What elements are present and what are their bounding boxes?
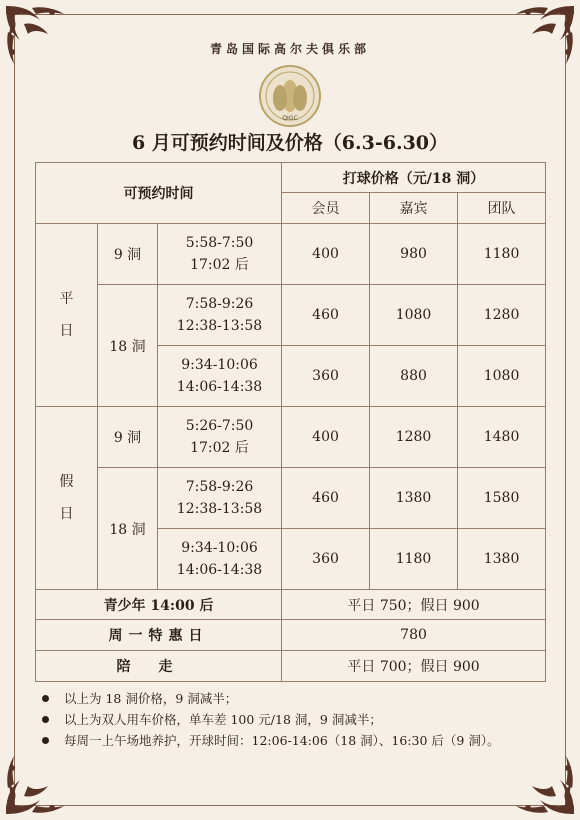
table-row xyxy=(36,651,546,682)
list-item: 以上为 18 洞价格，9 洞减半； xyxy=(40,688,560,709)
time-cell: 9:34-10:06 14:06-14:38 xyxy=(158,346,282,407)
bullet-icon xyxy=(42,695,49,702)
header-time: 可预约时间 xyxy=(36,163,282,224)
member-price: 360 xyxy=(282,346,370,407)
weekday-9-holes: 9 洞 xyxy=(98,224,158,285)
member-price: 460 xyxy=(282,285,370,346)
price-table xyxy=(35,162,546,682)
corner-ornament-icon xyxy=(508,748,578,818)
table-row xyxy=(36,468,546,529)
notes-list xyxy=(40,688,560,751)
club-name: 青岛国际高尔夫俱乐部 xyxy=(209,42,370,56)
time-cell: 9:34-10:06 14:06-14:38 xyxy=(158,529,282,590)
monday-special-price: 780 xyxy=(282,620,546,651)
corner-ornament-icon xyxy=(2,748,72,818)
guest-price: 880 xyxy=(370,346,458,407)
time-cell: 7:58-9:26 12:38-13:58 xyxy=(158,285,282,346)
guest-price: 980 xyxy=(370,224,458,285)
table-row xyxy=(36,285,546,346)
time-cell: 5:26-7:50 17:02 后 xyxy=(158,407,282,468)
table-row xyxy=(36,224,546,285)
team-price: 1480 xyxy=(458,407,546,468)
header-team: 团队 xyxy=(458,193,546,224)
guest-price: 1280 xyxy=(370,407,458,468)
page-title: 6 月可预约时间及价格（6.3-6.30） xyxy=(131,132,449,154)
youth-label: 青少年 14:00 后 xyxy=(36,590,282,620)
team-price: 1580 xyxy=(458,468,546,529)
header-member: 会员 xyxy=(282,193,370,224)
bullet-icon xyxy=(42,737,49,744)
corner-ornament-icon xyxy=(508,2,578,72)
weekday-18-holes: 18 洞 xyxy=(98,285,158,407)
team-price: 1180 xyxy=(458,224,546,285)
weekday-label: 平 日 xyxy=(36,224,98,407)
bullet-icon xyxy=(42,716,49,723)
header-price: 打球价格（元/18 洞） xyxy=(282,163,546,193)
guest-price: 1180 xyxy=(370,529,458,590)
walk-label: 陪走 xyxy=(36,651,282,682)
guest-price: 1380 xyxy=(370,468,458,529)
corner-ornament-icon xyxy=(2,2,72,72)
table-row xyxy=(36,407,546,468)
table-row xyxy=(36,620,546,651)
list-item: 每周一上午场地养护，开球时间：12:06-14:06（18 洞）、16:30 后（9 洞）。 xyxy=(40,730,560,751)
team-price: 1380 xyxy=(458,529,546,590)
list-item: 以上为双人用车价格，单车差 100 元/18 洞，9 洞减半； xyxy=(40,709,560,730)
youth-price: 平日 750；假日 900 xyxy=(282,590,546,620)
team-price: 1280 xyxy=(458,285,546,346)
member-price: 460 xyxy=(282,468,370,529)
time-cell: 5:58-7:50 17:02 后 xyxy=(158,224,282,285)
holiday-9-holes: 9 洞 xyxy=(98,407,158,468)
table-row xyxy=(36,590,546,620)
member-price: 360 xyxy=(282,529,370,590)
monday-special-label: 周一特惠日 xyxy=(36,620,282,651)
club-logo-icon xyxy=(258,64,322,128)
logo-text: QIGC xyxy=(282,115,298,122)
holiday-18-holes: 18 洞 xyxy=(98,468,158,590)
team-price: 1080 xyxy=(458,346,546,407)
header-guest: 嘉宾 xyxy=(370,193,458,224)
member-price: 400 xyxy=(282,407,370,468)
holiday-label: 假 日 xyxy=(36,407,98,590)
member-price: 400 xyxy=(282,224,370,285)
time-cell: 7:58-9:26 12:38-13:58 xyxy=(158,468,282,529)
walk-price: 平日 700；假日 900 xyxy=(282,651,546,682)
guest-price: 1080 xyxy=(370,285,458,346)
